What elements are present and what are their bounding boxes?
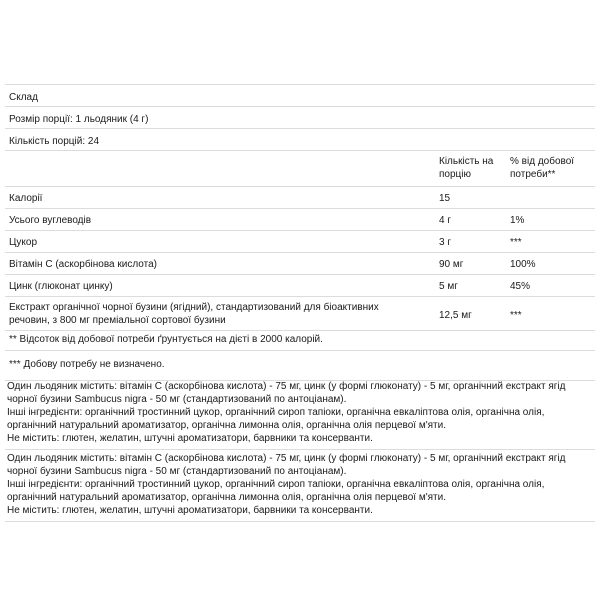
nutrient-name-line-2: речовин, з 800 мг преміальної сортової бузини [9,315,226,326]
composition-heading [5,85,595,107]
servings-count-row [5,129,595,151]
nutrient-name-line-1: Екстракт органічної чорної бузини (ягідний), стандартизований для біоактивних [9,302,379,313]
table-row [5,253,595,275]
serving-size-row [5,107,595,129]
composition-label: Склад [9,92,38,103]
nutrient-name: Цинк (глюконат цинку) [9,281,113,292]
nutrient-amount: 15 [439,193,451,204]
header-amount-line-2: порцію [439,169,471,180]
note-line: Інші інгредієнти: органічний тростинний цукор, органічний сироп тапіоки, органічна евкаліптова олія, органічна олія, [7,407,545,418]
table-row [5,187,595,209]
note-line: чорної бузини Sambucus nigra - 50 мг (стандартизований по антоціанам). [7,466,347,477]
table-row [5,209,595,231]
nutrient-dv: 1% [510,215,525,226]
nutrient-dv: 45% [510,281,531,292]
section-divider [5,521,595,522]
footnote-dv-row [5,331,595,351]
table-row [5,275,595,297]
nutrient-amount: 12,5 мг [439,310,472,321]
nutrient-name: Вітамін С (аскорбінова кислота) [9,259,158,270]
nutrient-dv: *** [510,237,522,248]
header-amount-cell [439,155,510,181]
header-dv-cell [510,155,595,181]
nutrient-name: Усього вуглеводів [9,215,92,226]
header-dv-line-1: % від добової [510,156,575,167]
nutrient-amount: 90 мг [439,259,464,270]
note-line: Не містить: глютен, желатин, штучні ароматизатори, барвники та консерванти. [7,505,373,516]
serving-size-text: Розмір порції: 1 льодяник (4 г) [9,114,149,125]
table-row [5,231,595,253]
table-header-row [5,151,595,187]
nutrient-dv: 100% [510,259,536,270]
ingredients-note [5,380,595,445]
section-divider [5,449,595,450]
note-line: Не містить: глютен, желатин, штучні ароматизатори, барвники та консерванти. [7,433,373,444]
nutrient-amount: 4 г [439,215,451,226]
note-line: Один льодяник містить: вітамін С (аскорбінова кислота) - 75 мг, цинк (у формі глюконату) - 5 мг, органічний екстракт ягід [7,381,566,392]
note-line: чорної бузини Sambucus nigra - 50 мг (стандартизований по антоціанам). [7,394,347,405]
note-line: органічний натуральний ароматизатор, органічна лимонна олія, органічна олія перцевої м'яти. [7,420,447,431]
nutrient-name: Цукор [9,237,38,248]
ingredients-note [5,452,595,517]
nutrient-name: Калорії [9,193,43,204]
nutrient-amount: 3 г [439,237,451,248]
nutrient-dv: *** [510,310,522,321]
note-line: органічний натуральний ароматизатор, органічна лимонна олія, органічна олія перцевої м'яти. [7,492,447,503]
note-line: Один льодяник містить: вітамін С (аскорбінова кислота) - 75 мг, цинк (у формі глюконату) - 5 мг, органічний екстракт ягід [7,453,566,464]
footnote-nodv-row [5,351,595,381]
servings-count-text: Кількість порцій: 24 [9,136,100,147]
footnote-dv-text: ** Відсоток від добової потреби ґрунтується на дієті в 2000 калорій. [9,334,323,345]
nutrient-amount: 5 мг [439,281,458,292]
supplement-facts-table [5,84,595,381]
header-amount-line-1: Кількість на [439,156,494,167]
table-row [5,297,595,331]
note-line: Інші інгредієнти: органічний тростинний цукор, органічний сироп тапіоки, органічна евкаліптова олія, органічна олія, [7,479,545,490]
footnote-nodv-text: *** Добову потребу не визначено. [9,359,165,370]
header-dv-line-2: потреби** [510,169,556,180]
